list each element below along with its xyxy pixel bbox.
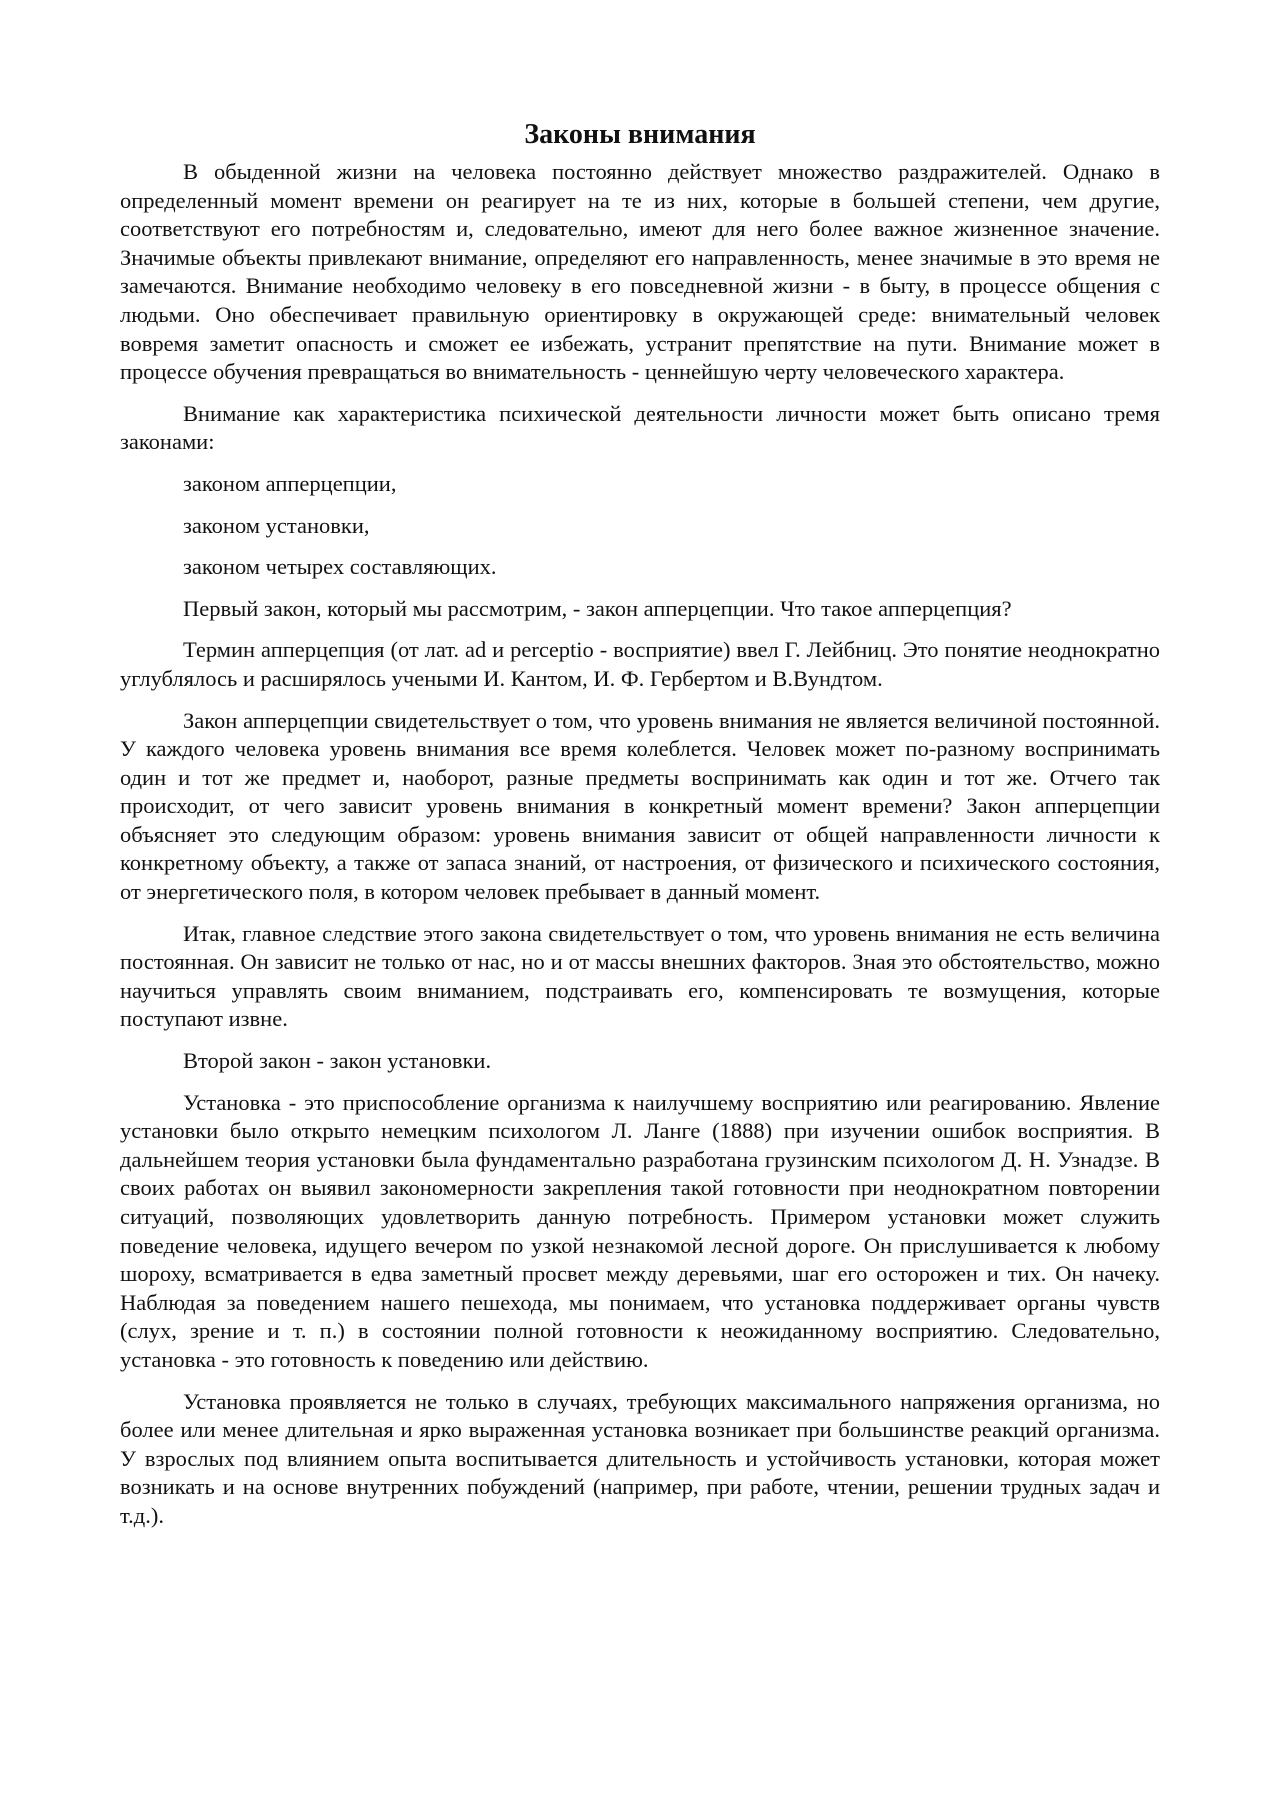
paragraph-first-law: Первый закон, который мы рассмотрим, - закон апперцепции. Что такое апперцепция? <box>183 595 1012 621</box>
paragraph-second-law: Второй закон - закон установки. <box>183 1048 492 1074</box>
document-page <box>120 118 1160 1544</box>
paragraph-set-definition: Установка - это приспособление организма к наилучшему восприятию или реагированию. Явление установки было открыто немецким психологом Л. Ланге (1888) при изучении ошибок восприятия. В дальнейшем теория установки была фундаментально разработана грузинским психологом Д. Н. Узнадзе. В своих работах он выявил закономерности закрепления такой готовности при неоднократном повторении ситуаций, позволяющих удовлетворить данную потребность. Примером установки может служить поведение человека, идущего вечером по узкой незнакомой лесной дороге. Он прислушивается к любому шороху, всматривается в едва заметный просвет между деревьями, шаг его осторожен и тих. Он начеку. Наблюдая за поведением нашего пешехода, мы понимаем, что установка поддерживает органы чувств (слух, зрение и т. п.) в состоянии полной готовности к неожиданному восприятию. Следовательно, установка - это готовность к поведению или действию. <box>120 1089 1160 1372</box>
paragraph-intro: В обыденной жизни на человека постоянно действует множество раздражителей. Однако в определенный момент времени он реагирует на те из них, которые в большей степени, чем другие, соответствуют его потребностям и, следовательно, имеют для него более важное жизненное значение. Значимые объекты привлекают внимание, определяют его направленность, менее значимые в это время не замечаются. Внимание необходимо человеку в его повседневной жизни - в быту, в процессе общения с людьми. Оно обеспечивает правильную ориентировку в окружающей среде: внимательный человек вовремя заметит опасность и сможет ее избежать, устранит препятствие на пути. Внимание может в процессе обучения превращаться во внимательность - ценнейшую черту человеческого характера. <box>120 159 1160 385</box>
paragraph-apperception-term: Термин апперцепция (от лат. ad и perceptio - восприятие) ввел Г. Лейбниц. Это понятие неоднократно углублялось и расширялось учеными И. Кантом, И. Ф. Гербертом и В.Вундтом. <box>120 637 1160 691</box>
law-item-apperception: законом апперцепции, <box>183 470 397 496</box>
paragraph-set-manifestation: Установка проявляется не только в случаях, требующих максимального напряжения организма, но более или менее длительная и ярко выраженная установка возникает при большинстве реакций организма. У взрослых под влиянием опыта воспитывается длительность и устойчивость установки, которая может возникать и на основе внутренних побуждений (например, при работе, чтении, решении трудных задач и т.д.). <box>120 1388 1160 1528</box>
law-item-four-components: законом четырех составляющих. <box>183 554 497 580</box>
paragraph-three-laws: Внимание как характеристика психической деятельности личности может быть описано тремя законами: <box>120 400 1160 455</box>
document-title: Законы внимания <box>524 119 756 150</box>
paragraph-apperception-law: Закон апперцепции свидетельствует о том, что уровень внимания не является величиной постоянной. У каждого человека уровень внимания все время колеблется. Человек может по-разному воспринимать один и тот же предмет и, наоборот, разные предметы воспринимать как один и тот же. Отчего так происходит, от чего зависит уровень внимания в конкретный момент времени? Закон апперцепции объясняет это следующим образом: уровень внимания зависит от общей направленности личности к конкретному объекту, а также от запаса знаний, от настроения, от физического и психического состояния, от энергетического поля, в котором человек пребывает в данный момент. <box>120 707 1160 905</box>
law-item-set: законом установки, <box>183 512 370 538</box>
paragraph-consequence: Итак, главное следствие этого закона свидетельствует о том, что уровень внимания не есть величина постоянная. Он зависит не только от нас, но и от массы внешних факторов. Зная это обстоятельство, можно научиться управлять своим вниманием, подстраивать его, компенсировать те возмущения, которые поступают извне. <box>120 920 1160 1032</box>
